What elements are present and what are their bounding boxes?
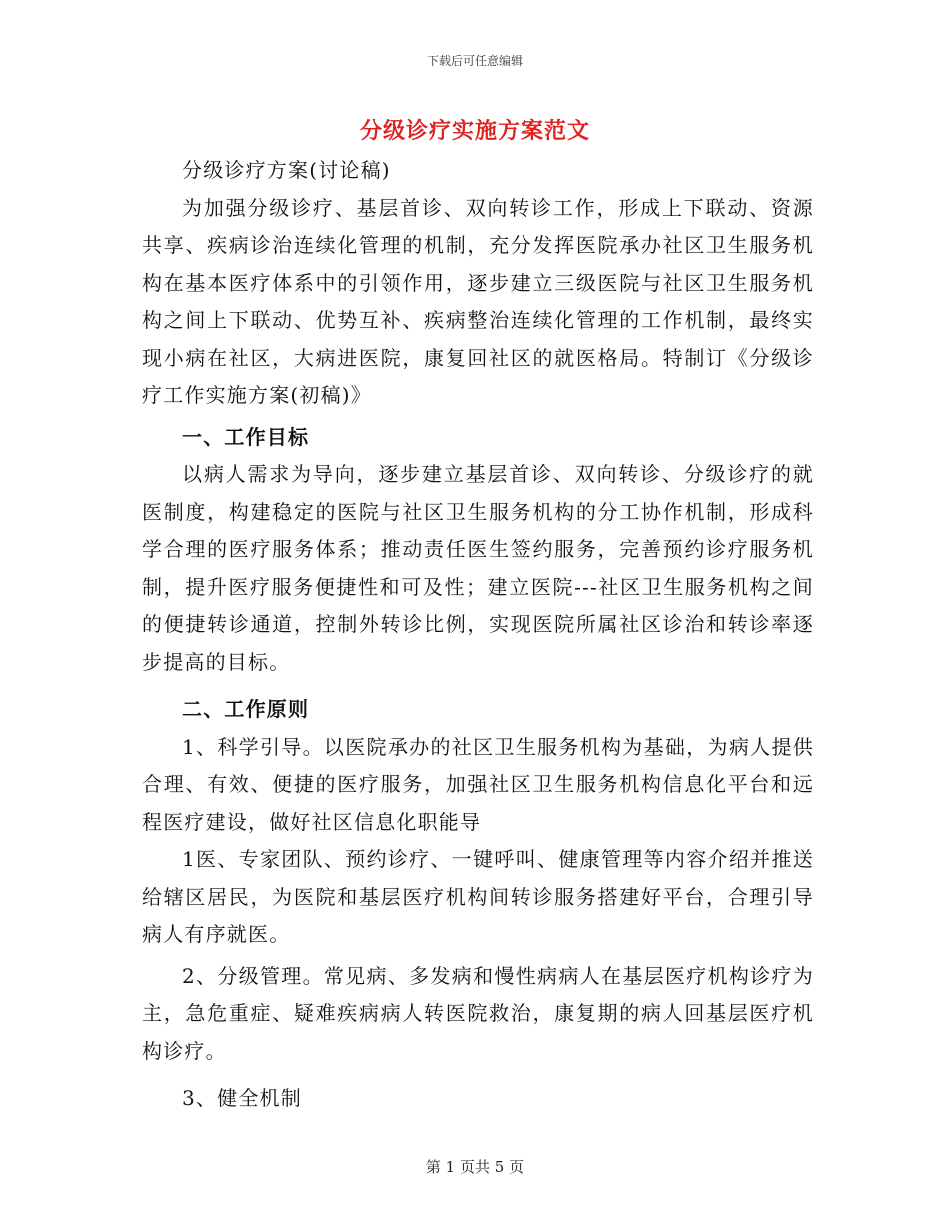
page-header: 下载后可任意编辑 (426, 54, 523, 68)
principle-3-paragraph: 3、健全机制 (182, 1086, 302, 1110)
section-heading-goals: 一、工作目标 (182, 424, 310, 449)
section-heading-principles: 二、工作原则 (182, 697, 310, 721)
document-title: 分级诊疗实施方案范文 (359, 118, 590, 144)
principle-1-continued-paragraph: 1医、专家团队、预约诊疗、一键呼叫、健康管理等内容介绍并推送给辖区居民，为医院和基层医疗机构间转诊服务搭建好平台，合理引导病人有序就医。 (142, 847, 814, 946)
page-footer: 第 1 页共 5 页 (425, 1158, 525, 1176)
principle-2-paragraph: 2、分级管理。常见病、多发病和慢性病病人在基层医疗机构诊疗为主，急危重症、疑难疾病病人转医院救治，康复期的病人回基层医疗机构诊疗。 (142, 963, 814, 1063)
document-body (142, 152, 814, 1118)
goals-paragraph: 以病人需求为导向，逐步建立基层首诊、双向转诊、分级诊疗的就医制度，构建稳定的医院与社区卫生服务机构的分工协作机制，形成科学合理的医疗服务体系；推动责任医生签约服务，完善预约诊疗服务机制，提升医疗服务便捷性和可及性；建立医院---社区卫生服务机构之间的便捷转诊通道，控制外转诊比例，实现医院所属社区诊治和转诊率逐步提高的目标。 (142, 462, 814, 674)
principle-1-paragraph: 1、科学引导。以医院承办的社区卫生服务机构为基础，为病人提供合理、有效、便捷的医疗服务，加强社区卫生服务机构信息化平台和远程医疗建设，做好社区信息化职能导 (142, 734, 814, 834)
subtitle-paragraph: 分级诊疗方案(讨论稿) (182, 158, 391, 182)
intro-paragraph: 为加强分级诊疗、基层首诊、双向转诊工作，形成上下联动、资源共享、疾病诊治连续化管理的机制，充分发挥医院承办社区卫生服务机构在基本医疗体系中的引领作用，逐步建立三级医院与社区卫生服务机构之间上下联动、优势互补、疾病整治连续化管理的工作机制，最终实现小病在社区，大病进医院，康复回社区的就医格局。特制订《分级诊疗工作实施方案(初稿)》 (142, 195, 814, 407)
